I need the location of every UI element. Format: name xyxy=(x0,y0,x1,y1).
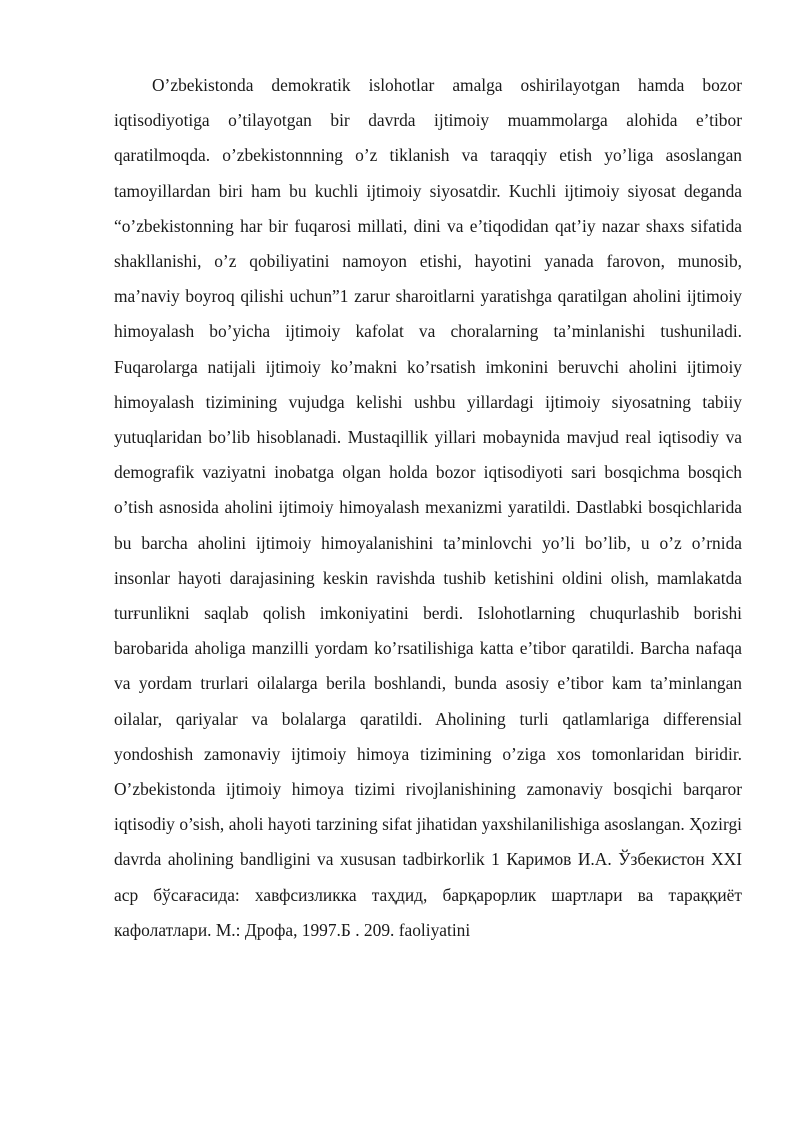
document-page xyxy=(114,68,742,948)
body-paragraph: O’zbekistonda demokratik islohotlar amalga oshirilayotgan hamda bozor iqtisodiyotiga o’tilayotgan bir davrda ijtimoiy muammolarga alohida e’tibor qaratilmoqda. o’zbekistonnning o’z tiklanish va taraqqiy etish yo’liga asoslangan tamoyillardan biri ham bu kuchli ijtimoiy siyosatdir. Kuchli ijtimoiy siyosat deganda “o’zbekistonning har bir fuqarosi millati, dini va e’tiqodidan qat’iy nazar shaxs sifatida shakllanishi, o’z qobiliyatini namoyon etishi, hayotini yanada farovon, munosib, ma’naviy boyroq qilishi uchun”1 zarur sharoitlarni yaratishga qaratilgan aholini ijtimoiy himoyalash bo’yicha ijtimoiy kafolat va choralarning ta’minlanishi tushuniladi. Fuqarolarga natijali ijtimoiy ko’makni ko’rsatish imkonini beruvchi aholini ijtimoiy himoyalash tizimining vujudga kelishi ushbu yillardagi ijtimoiy siyosatning tabiiy yutuqlaridan bo’lib hisoblanadi. Mustaqillik yillari mobaynida mavjud real iqtisodiy va demografik vaziyatni inobatga olgan holda bozor iqtisodiyoti sari bosqichma bosqich o’tish asnosida aholini ijtimoiy himoyalash mexanizmi yaratildi. Dastlabki bosqichlarida bu barcha aholini ijtimoiy himoyalanishini ta’minlovchi yo’li bo’lib, u o’z o’rnida insonlar hayoti darajasining keskin ravishda tushib ketishini oldini olish, mamlakatda turғunlikni saqlab qolish imkoniyatini berdi. Islohotlarning chuqurlashib borishi barobarida aholiga manzilli yordam ko’rsatilishiga katta e’tibor qaratildi. Barcha nafaqa va yordam trurlari oilalarga berila boshlandi, bunda asosiy e’tibor kam ta’minlangan oilalar, qariyalar va bolalarga qaratildi. Aholining turli qatlamlariga differensial yondoshish zamonaviy ijtimoiy himoya tizimining o’ziga xos tomonlaridan biridir. O’zbekistonda ijtimoiy himoya tizimi rivojlanishining zamonaviy bosqichi barqaror iqtisodiy o’sish, aholi hayoti tarzining sifat jihatidan yaxshilanilishiga asoslangan. Ҳozirgi davrda aholining bandligini va xususan tadbirkorlik 1 Каримов И.А. Ўзбекистон XXI аср бўсағасида: хавфсизликка таҳдид, барқарорлик шартлари ва тараққиёт кафолатлари. М.: Дрофа, 1997.Б . 209. faoliyatini xyxy=(114,75,742,940)
